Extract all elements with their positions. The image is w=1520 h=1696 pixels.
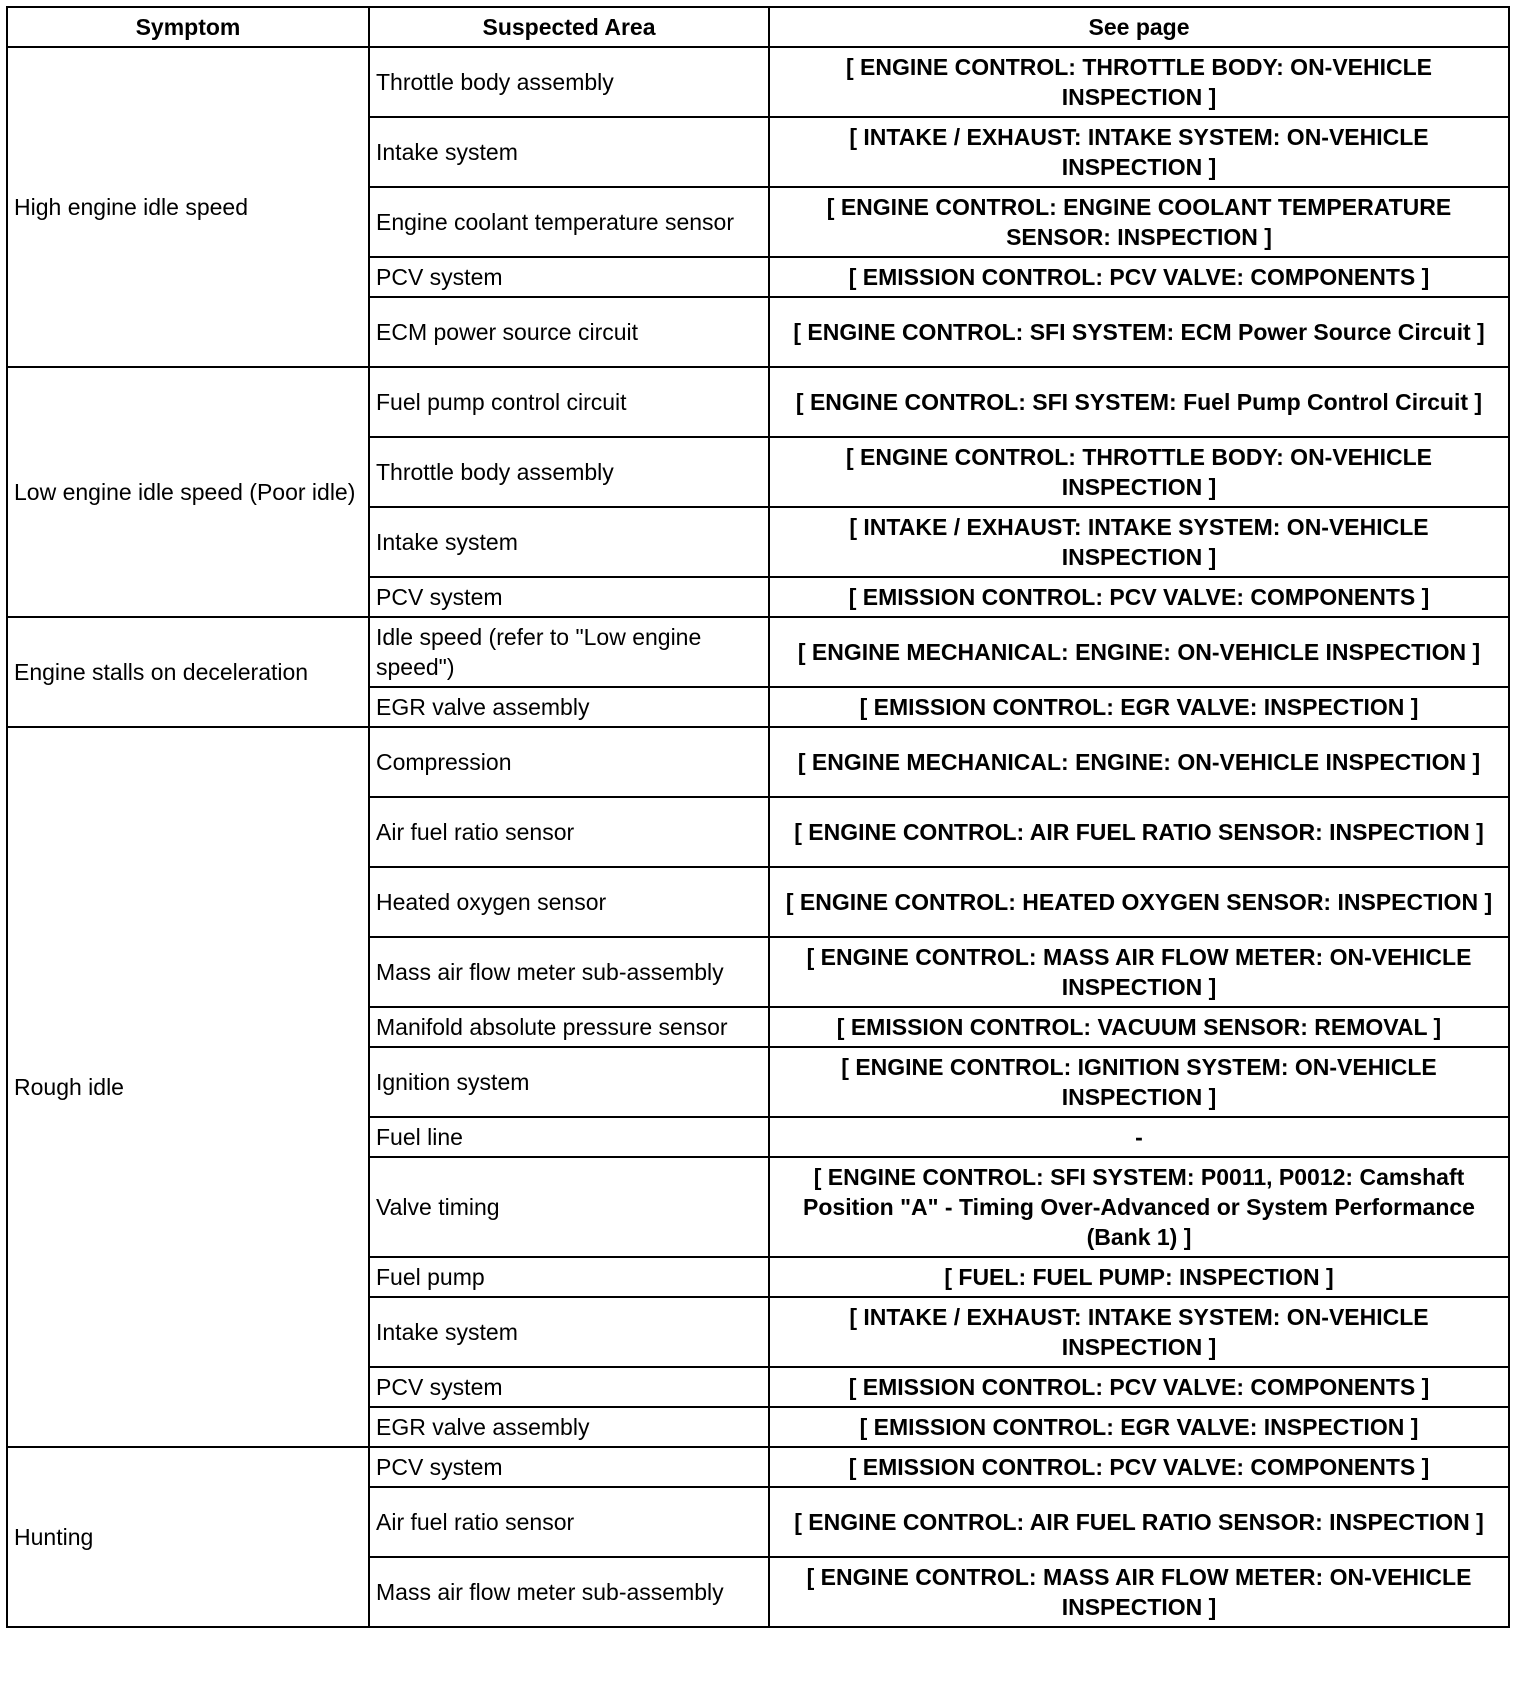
see-page-cell: [ EMISSION CONTROL: PCV VALVE: COMPONENTS ]: [769, 1447, 1509, 1487]
suspected-area-cell: Compression: [369, 727, 769, 797]
suspected-area-cell: PCV system: [369, 257, 769, 297]
see-page-cell: [ ENGINE CONTROL: SFI SYSTEM: ECM Power Source Circuit ]: [769, 297, 1509, 367]
table-row: [7, 47, 1509, 117]
see-page-cell: [ EMISSION CONTROL: PCV VALVE: COMPONENTS ]: [769, 577, 1509, 617]
see-page-cell: [ ENGINE CONTROL: THROTTLE BODY: ON-VEHICLE INSPECTION ]: [769, 437, 1509, 507]
see-page-cell: [ ENGINE CONTROL: SFI SYSTEM: Fuel Pump Control Circuit ]: [769, 367, 1509, 437]
suspected-area-cell: PCV system: [369, 1367, 769, 1407]
suspected-area-cell: Mass air flow meter sub-assembly: [369, 937, 769, 1007]
suspected-area-cell: Ignition system: [369, 1047, 769, 1117]
see-page-cell: [ ENGINE CONTROL: MASS AIR FLOW METER: ON-VEHICLE INSPECTION ]: [769, 1557, 1509, 1627]
see-page-cell: [ ENGINE CONTROL: MASS AIR FLOW METER: ON-VEHICLE INSPECTION ]: [769, 937, 1509, 1007]
header-symptom: Symptom: [7, 7, 369, 47]
suspected-area-cell: PCV system: [369, 577, 769, 617]
see-page-cell: [ INTAKE / EXHAUST: INTAKE SYSTEM: ON-VEHICLE INSPECTION ]: [769, 507, 1509, 577]
suspected-area-cell: EGR valve assembly: [369, 687, 769, 727]
suspected-area-cell: Throttle body assembly: [369, 47, 769, 117]
suspected-area-cell: Idle speed (refer to "Low engine speed"): [369, 617, 769, 687]
suspected-area-cell: Mass air flow meter sub-assembly: [369, 1557, 769, 1627]
symptom-cell: Rough idle: [7, 727, 369, 1447]
see-page-cell: [ ENGINE CONTROL: HEATED OXYGEN SENSOR: INSPECTION ]: [769, 867, 1509, 937]
suspected-area-cell: PCV system: [369, 1447, 769, 1487]
see-page-cell: -: [769, 1117, 1509, 1157]
suspected-area-cell: Valve timing: [369, 1157, 769, 1257]
table-row: [7, 1447, 1509, 1487]
symptom-cell: Engine stalls on deceleration: [7, 617, 369, 727]
see-page-cell: [ ENGINE CONTROL: AIR FUEL RATIO SENSOR: INSPECTION ]: [769, 797, 1509, 867]
suspected-area-cell: EGR valve assembly: [369, 1407, 769, 1447]
table-row: [7, 727, 1509, 797]
table-row: [7, 367, 1509, 437]
see-page-cell: [ EMISSION CONTROL: VACUUM SENSOR: REMOVAL ]: [769, 1007, 1509, 1047]
suspected-area-cell: Air fuel ratio sensor: [369, 1487, 769, 1557]
table-row: [7, 617, 1509, 687]
see-page-cell: [ ENGINE MECHANICAL: ENGINE: ON-VEHICLE INSPECTION ]: [769, 617, 1509, 687]
see-page-cell: [ ENGINE CONTROL: IGNITION SYSTEM: ON-VEHICLE INSPECTION ]: [769, 1047, 1509, 1117]
see-page-cell: [ INTAKE / EXHAUST: INTAKE SYSTEM: ON-VEHICLE INSPECTION ]: [769, 1297, 1509, 1367]
symptom-table: [6, 6, 1510, 1628]
suspected-area-cell: Manifold absolute pressure sensor: [369, 1007, 769, 1047]
suspected-area-cell: Fuel pump control circuit: [369, 367, 769, 437]
suspected-area-cell: Engine coolant temperature sensor: [369, 187, 769, 257]
suspected-area-cell: Intake system: [369, 117, 769, 187]
see-page-cell: [ EMISSION CONTROL: PCV VALVE: COMPONENTS ]: [769, 1367, 1509, 1407]
see-page-cell: [ INTAKE / EXHAUST: INTAKE SYSTEM: ON-VEHICLE INSPECTION ]: [769, 117, 1509, 187]
see-page-cell: [ ENGINE CONTROL: AIR FUEL RATIO SENSOR: INSPECTION ]: [769, 1487, 1509, 1557]
symptom-cell: Hunting: [7, 1447, 369, 1627]
see-page-cell: [ ENGINE CONTROL: ENGINE COOLANT TEMPERATURE SENSOR: INSPECTION ]: [769, 187, 1509, 257]
symptom-cell: Low engine idle speed (Poor idle): [7, 367, 369, 617]
header-see-page: See page: [769, 7, 1509, 47]
see-page-cell: [ FUEL: FUEL PUMP: INSPECTION ]: [769, 1257, 1509, 1297]
see-page-cell: [ EMISSION CONTROL: EGR VALVE: INSPECTION ]: [769, 687, 1509, 727]
suspected-area-cell: Throttle body assembly: [369, 437, 769, 507]
suspected-area-cell: Fuel pump: [369, 1257, 769, 1297]
header-suspected-area: Suspected Area: [369, 7, 769, 47]
suspected-area-cell: Heated oxygen sensor: [369, 867, 769, 937]
see-page-cell: [ EMISSION CONTROL: EGR VALVE: INSPECTION ]: [769, 1407, 1509, 1447]
suspected-area-cell: Intake system: [369, 1297, 769, 1367]
suspected-area-cell: Intake system: [369, 507, 769, 577]
see-page-cell: [ ENGINE CONTROL: THROTTLE BODY: ON-VEHICLE INSPECTION ]: [769, 47, 1509, 117]
suspected-area-cell: Air fuel ratio sensor: [369, 797, 769, 867]
suspected-area-cell: Fuel line: [369, 1117, 769, 1157]
suspected-area-cell: ECM power source circuit: [369, 297, 769, 367]
see-page-cell: [ ENGINE CONTROL: SFI SYSTEM: P0011, P0012: Camshaft Position "A" - Timing Over-Advanced or System Performance (Bank 1) ]: [769, 1157, 1509, 1257]
see-page-cell: [ ENGINE MECHANICAL: ENGINE: ON-VEHICLE INSPECTION ]: [769, 727, 1509, 797]
see-page-cell: [ EMISSION CONTROL: PCV VALVE: COMPONENTS ]: [769, 257, 1509, 297]
symptom-cell: High engine idle speed: [7, 47, 369, 367]
header-row: [7, 7, 1509, 47]
